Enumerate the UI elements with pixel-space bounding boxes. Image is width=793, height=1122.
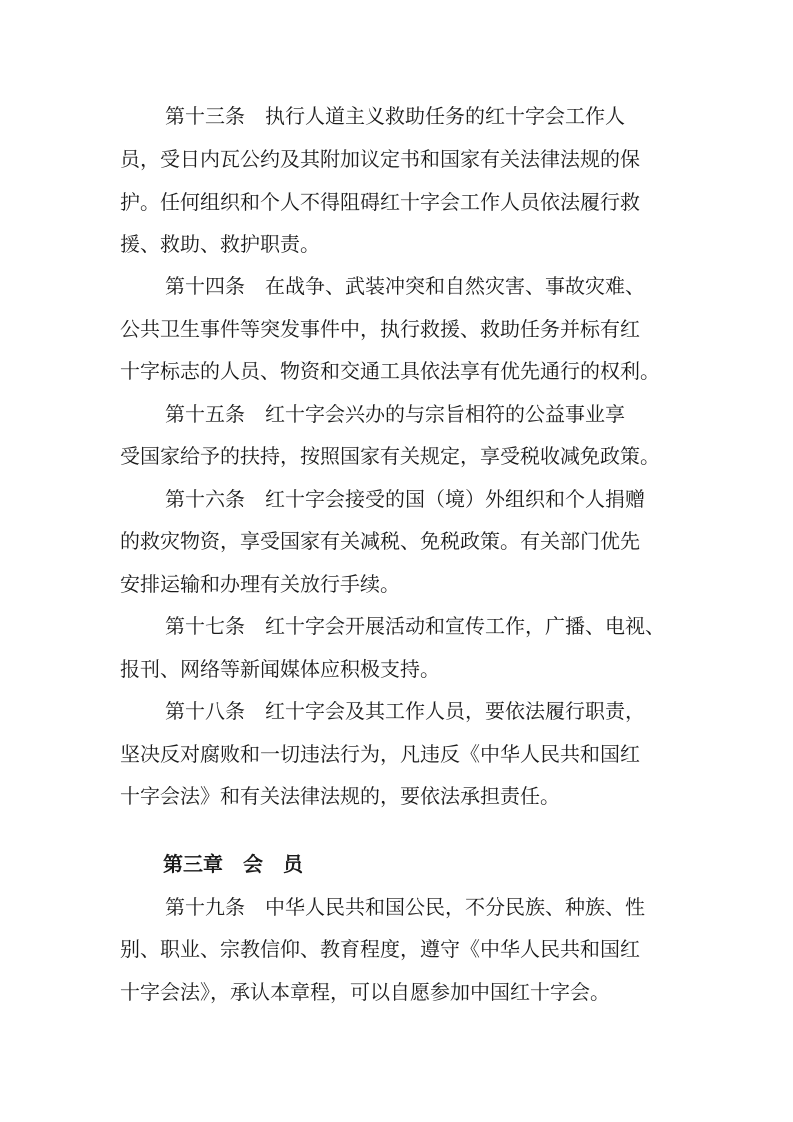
article-19-line-3: 十字会法》，承认本章程，可以自愿参加中国红十字会。 bbox=[120, 980, 610, 1004]
article-13-line-3: 护。任何组织和个人不得阻碍红十字会工作人员依法履行救 bbox=[120, 190, 640, 214]
article-13-line-4: 援、救助、救护职责。 bbox=[120, 232, 320, 256]
article-17-line-1: 第十七条 红十字会开展活动和宣传工作，广播、电视、 bbox=[165, 614, 665, 638]
chapter-heading: 第三章 会 员 bbox=[163, 852, 303, 876]
article-13-line-1: 第十三条 执行人道主义救助任务的红十字会工作人 bbox=[165, 104, 625, 128]
article-18-line-2: 坚决反对腐败和一切违法行为，凡违反《中华人民共和国红 bbox=[120, 742, 640, 766]
article-15-line-2: 受国家给予的扶持，按照国家有关规定，享受税收减免政策。 bbox=[120, 444, 660, 468]
article-16-line-3: 安排运输和办理有关放行手续。 bbox=[120, 572, 400, 596]
article-14-line-1: 第十四条 在战争、武装冲突和自然灾害、事故灾难、 bbox=[165, 274, 645, 298]
article-18-line-3: 十字会法》和有关法律法规的，要依法承担责任。 bbox=[120, 784, 560, 808]
article-16-line-1: 第十六条 红十字会接受的国（境）外组织和个人捐赠 bbox=[165, 487, 645, 511]
article-15-line-1: 第十五条 红十字会兴办的与宗旨相符的公益事业享 bbox=[165, 402, 625, 426]
article-19-line-2: 别、职业、宗教信仰、教育程度，遵守《中华人民共和国红 bbox=[120, 937, 640, 961]
article-19-line-1: 第十九条 中华人民共和国公民，不分民族、种族、性 bbox=[165, 895, 645, 919]
article-14-line-3: 十字标志的人员、物资和交通工具依法享有优先通行的权利。 bbox=[120, 359, 660, 383]
article-16-line-2: 的救灾物资，享受国家有关减税、免税政策。有关部门优先 bbox=[120, 529, 640, 553]
article-17-line-2: 报刊、网络等新闻媒体应积极支持。 bbox=[120, 657, 440, 681]
article-14-line-2: 公共卫生事件等突发事件中，执行救援、救助任务并标有红 bbox=[120, 317, 640, 341]
article-13-line-2: 员，受日内瓦公约及其附加议定书和国家有关法律法规的保 bbox=[120, 147, 640, 171]
article-18-line-1: 第十八条 红十字会及其工作人员，要依法履行职责， bbox=[165, 699, 645, 723]
